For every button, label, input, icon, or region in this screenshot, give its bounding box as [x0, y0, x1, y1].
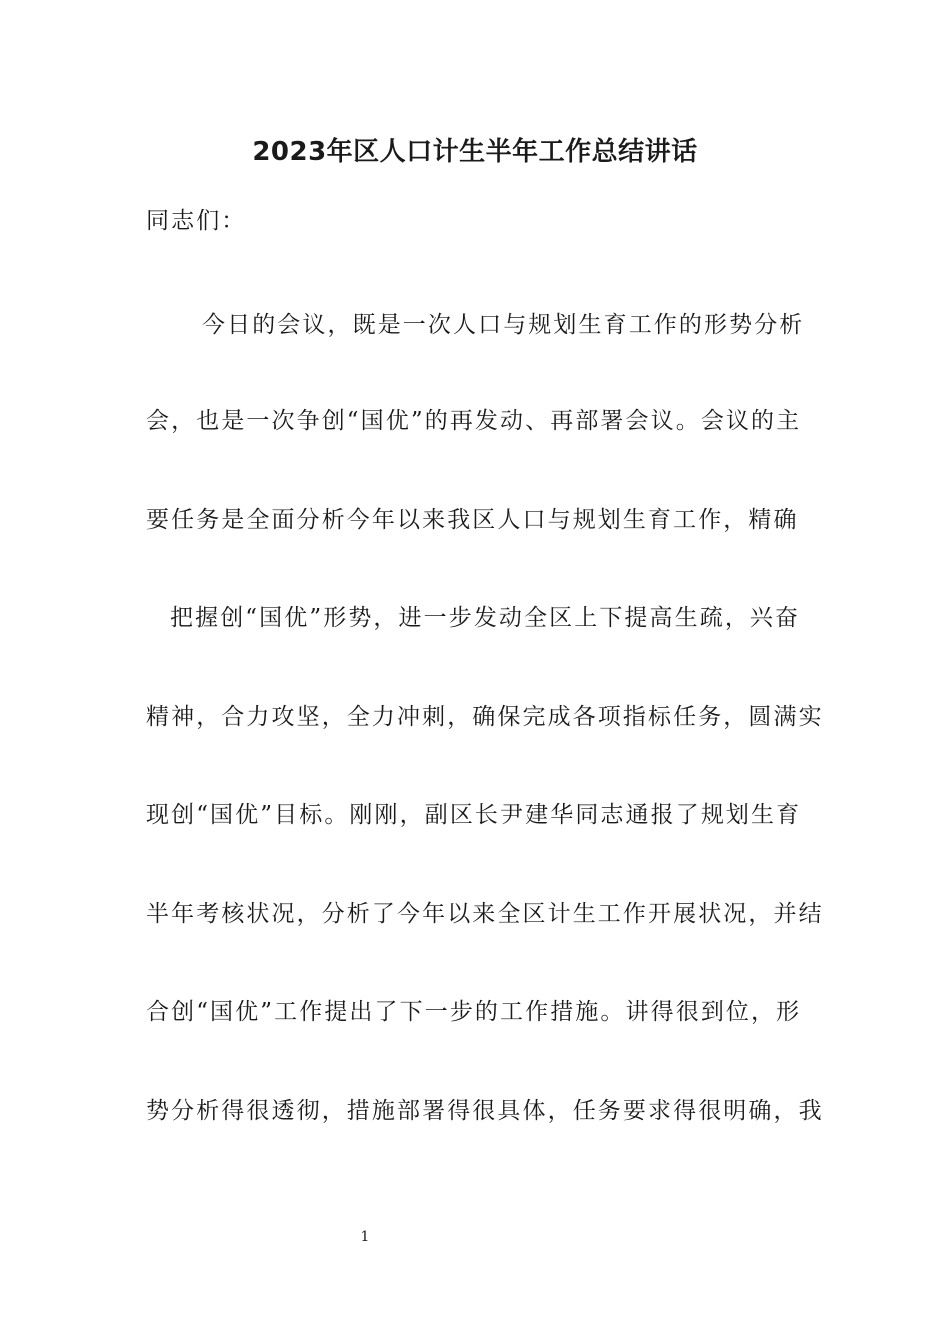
page-number: 1: [360, 1229, 370, 1245]
body-line: 精神，合力攻坚，全力冲刺，确保完成各项指标任务，圆满实: [146, 704, 824, 730]
greeting: 同志们：: [146, 208, 247, 234]
body-line: 要任务是全面分析今年以来我区人口与规划生育工作，精确: [146, 507, 799, 533]
body-line: 合创“国优”工作提出了下一步的工作措施。讲得很到位，形: [146, 999, 802, 1025]
body-line: 会，也是一次争创“国优”的再发动、再部署会议。会议的主: [146, 408, 802, 434]
body-line: 半年考核状况，分析了今年以来全区计生工作开展状况，并结: [146, 901, 824, 927]
body-line: 把握创“国优”形势，进一步发动全区上下提高生疏，兴奋: [170, 605, 801, 631]
body-line: 势分析得很透彻，措施部署得很具体，任务要求得很明确，我: [146, 1098, 824, 1124]
body-line: 现创“国优”目标。刚刚，副区长尹建华同志通报了规划生育: [146, 802, 802, 828]
document-title: 2023年区人口计生半年工作总结讲话: [252, 137, 698, 167]
body-line: 今日的会议，既是一次人口与规划生育工作的形势分析: [202, 312, 805, 338]
